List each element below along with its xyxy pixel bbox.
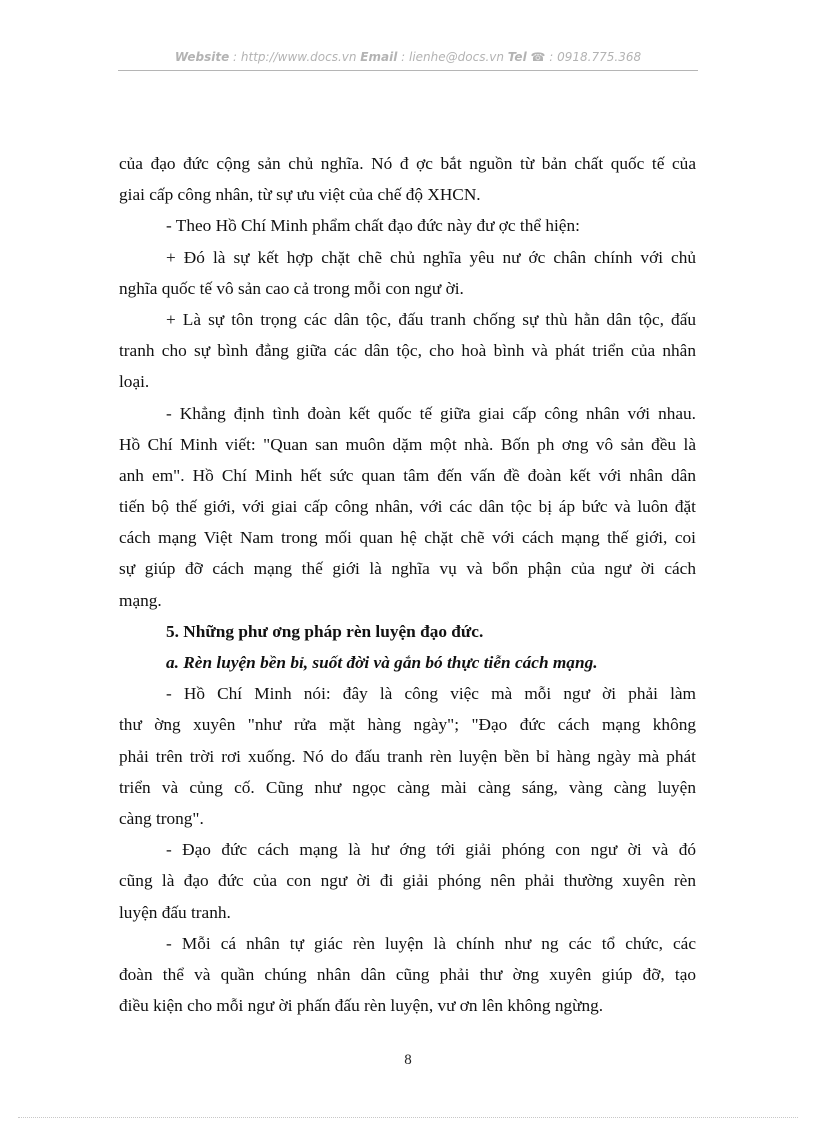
- section-heading: 5. Những phư ơng pháp rèn luyện đạo đức.: [166, 621, 484, 641]
- email-value: : lienhe@docs.vn: [397, 50, 508, 64]
- paragraph-line: càng trong".: [119, 808, 204, 828]
- paragraph-line: tiến bộ thế giới, với giai cấp công nhân, với các dân tộc bị áp bức và luôn đặt: [119, 497, 696, 517]
- paragraph-line: giai cấp công nhân, từ sự ưu việt của chế độ XHCN.: [119, 185, 481, 205]
- header-divider: [118, 70, 698, 71]
- paragraph-line: loại.: [119, 372, 150, 392]
- paragraph-line: + Đó là sự kết hợp chặt chẽ chủ nghĩa yêu nư ớc chân chính với chủ: [166, 247, 696, 267]
- paragraph-line: + Là sự tôn trọng các dân tộc, đấu tranh chống sự thù hằn dân tộc, đấu: [166, 309, 696, 329]
- footer-divider: [18, 1117, 798, 1118]
- tel-value: ☎ : 0918.775.368: [526, 50, 642, 64]
- paragraph-line: - Theo Hồ Chí Minh phẩm chất đạo đức này đư ợc thể hiện:: [166, 216, 580, 236]
- paragraph-line: đoàn thể và quần chúng nhân dân cũng phải thư ờng xuyên giúp đỡ, tạo: [119, 964, 696, 984]
- paragraph-line: luyện đấu tranh.: [119, 902, 231, 922]
- website-label: Website: [174, 50, 230, 64]
- email-label: Email: [360, 50, 398, 64]
- website-value: : http://www.docs.vn: [229, 50, 361, 64]
- document-body: [119, 148, 696, 1021]
- paragraph-line: Hồ Chí Minh viết: "Quan san muôn dặm một nhà. Bốn ph ơng vô sản đều là: [119, 434, 696, 454]
- paragraph-line: - Hồ Chí Minh nói: đây là công việc mà mỗi ngư ời phải làm: [166, 684, 696, 704]
- paragraph-line: - Mỗi cá nhân tự giác rèn luyện là chính như ng các tổ chức, các: [166, 933, 696, 953]
- paragraph-line: sự giúp đỡ cách mạng thế giới là nghĩa vụ và bổn phận của ngư ời cách: [119, 559, 696, 579]
- paragraph-line: phải trên trời rơi xuống. Nó do đấu tranh rèn luyện bền bỉ hàng ngày mà phát: [119, 746, 696, 766]
- paragraph-line: anh em". Hồ Chí Minh hết sức quan tâm đến vấn đề đoàn kết với nhân dân: [119, 465, 696, 485]
- page-number: 8: [404, 1052, 412, 1068]
- subsection-heading: a. Rèn luyện bền bỉ, suốt đời và gắn bó thực tiễn cách mạng.: [166, 653, 598, 672]
- paragraph-line: mạng.: [119, 590, 162, 610]
- page-header: [0, 50, 816, 64]
- paragraph-line: cách mạng Việt Nam trong mối quan hệ chặt chẽ với cách mạng thế giới, coi: [119, 528, 696, 548]
- paragraph-line: của đạo đức cộng sản chủ nghĩa. Nó đ ợc bắt nguồn từ bản chất quốc tế của: [119, 154, 696, 173]
- paragraph-line: điều kiện cho mỗi ngư ời phấn đấu rèn luyện, vư ơn lên không ngừng.: [119, 996, 604, 1016]
- paragraph-line: - Khẳng định tình đoàn kết quốc tế giữa giai cấp công nhân với nhau.: [166, 403, 696, 423]
- paragraph-line: cũng là đạo đức của con ngư ời đi giải phóng nên phải thường xuyên rèn: [119, 871, 696, 891]
- paragraph-line: - Đạo đức cách mạng là hư ớng tới giải phóng con ngư ời và đó: [166, 840, 696, 860]
- paragraph-line: thư ờng xuyên "như rửa mặt hàng ngày"; "Đạo đức cách mạng không: [119, 715, 696, 735]
- paragraph-line: nghĩa quốc tế vô sản cao cả trong mỗi con ngư ời.: [119, 278, 464, 298]
- tel-label: Tel: [507, 50, 527, 64]
- paragraph-line: tranh cho sự bình đẳng giữa các dân tộc, cho hoà bình và phát triển của nhân: [119, 341, 696, 361]
- paragraph-line: triển và củng cố. Cũng như ngọc càng mài càng sáng, vàng càng luyện: [119, 777, 696, 797]
